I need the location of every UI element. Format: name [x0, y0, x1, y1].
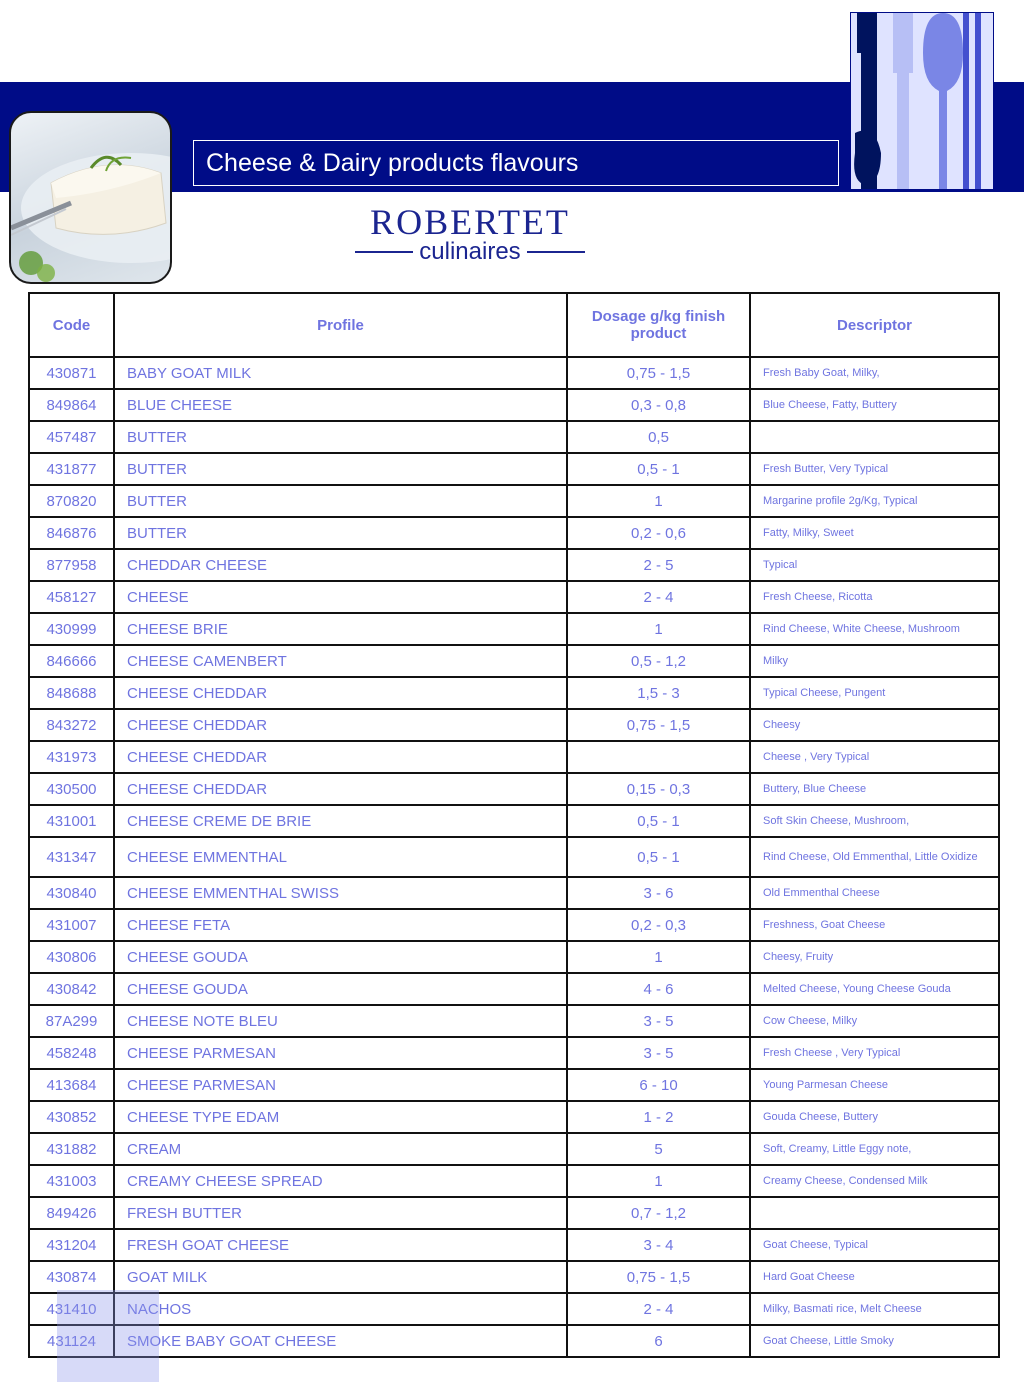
cell-profile: CHEESE BRIE	[114, 613, 567, 645]
cell-descriptor: Typical	[750, 549, 999, 581]
cell-dosage: 0,75 - 1,5	[567, 709, 750, 741]
cell-profile: CHEESE CHEDDAR	[114, 741, 567, 773]
cell-code: 431882	[29, 1133, 114, 1165]
cell-dosage: 4 - 6	[567, 973, 750, 1005]
cell-dosage: 0,2 - 0,3	[567, 909, 750, 941]
cell-code: 430842	[29, 973, 114, 1005]
cell-code: 458127	[29, 581, 114, 613]
cell-code: 430999	[29, 613, 114, 645]
cell-profile: CHEESE PARMESAN	[114, 1069, 567, 1101]
table-row	[29, 941, 999, 973]
cell-dosage: 0,75 - 1,5	[567, 1261, 750, 1293]
cell-dosage	[567, 741, 750, 773]
table-row	[29, 613, 999, 645]
cell-descriptor: Melted Cheese, Young Cheese Gouda	[750, 973, 999, 1005]
cell-descriptor: Gouda Cheese, Buttery	[750, 1101, 999, 1133]
cell-profile: CHEESE CHEDDAR	[114, 709, 567, 741]
cell-dosage: 0,2 - 0,6	[567, 517, 750, 549]
cell-profile: FRESH GOAT CHEESE	[114, 1229, 567, 1261]
cell-profile: SMOKE BABY GOAT CHEESE	[114, 1325, 567, 1357]
cell-code: 431973	[29, 741, 114, 773]
cell-profile: CREAMY CHEESE SPREAD	[114, 1165, 567, 1197]
cell-profile: BUTTER	[114, 453, 567, 485]
table-row	[29, 709, 999, 741]
cell-descriptor: Creamy Cheese, Condensed Milk	[750, 1165, 999, 1197]
cell-dosage: 1 - 2	[567, 1101, 750, 1133]
cell-dosage: 2 - 4	[567, 1293, 750, 1325]
cell-descriptor: Cheesy, Fruity	[750, 941, 999, 973]
cell-profile: CREAM	[114, 1133, 567, 1165]
page-title-text: Cheese & Dairy products flavours	[206, 148, 579, 177]
header-code: Code	[29, 293, 114, 357]
table-row	[29, 1005, 999, 1037]
cell-dosage: 0,75 - 1,5	[567, 357, 750, 389]
cell-dosage: 1	[567, 1165, 750, 1197]
cell-descriptor: Milky, Basmati rice, Melt Cheese	[750, 1293, 999, 1325]
header-dosage: Dosage g/kg finish product	[567, 293, 750, 357]
cell-dosage: 3 - 5	[567, 1005, 750, 1037]
cell-profile: CHEESE GOUDA	[114, 973, 567, 1005]
table-row	[29, 357, 999, 389]
flavours-table	[28, 292, 1000, 1358]
table-row	[29, 1229, 999, 1261]
cell-code: 849426	[29, 1197, 114, 1229]
cell-profile: CHEESE FETA	[114, 909, 567, 941]
cell-dosage: 0,5 - 1	[567, 805, 750, 837]
cell-code: 87A299	[29, 1005, 114, 1037]
cell-dosage: 6	[567, 1325, 750, 1357]
cell-descriptor	[750, 1197, 999, 1229]
cell-descriptor: Fresh Cheese, Ricotta	[750, 581, 999, 613]
table-row	[29, 837, 999, 877]
table-row	[29, 677, 999, 709]
cell-profile: FRESH BUTTER	[114, 1197, 567, 1229]
table-header-row	[29, 293, 999, 357]
cell-descriptor: Cheese , Very Typical	[750, 741, 999, 773]
header-profile: Profile	[114, 293, 567, 357]
table-row	[29, 909, 999, 941]
cell-dosage: 1	[567, 613, 750, 645]
table-row	[29, 1037, 999, 1069]
cell-code: 431877	[29, 453, 114, 485]
cell-descriptor: Fresh Butter, Very Typical	[750, 453, 999, 485]
cell-code: 430840	[29, 877, 114, 909]
cell-descriptor: Fatty, Milky, Sweet	[750, 517, 999, 549]
cell-descriptor: Rind Cheese, Old Emmenthal, Little Oxidize	[750, 837, 999, 877]
cell-code: 430874	[29, 1261, 114, 1293]
cell-profile: CHEDDAR CHEESE	[114, 549, 567, 581]
cell-code: 877958	[29, 549, 114, 581]
cell-dosage: 0,5	[567, 421, 750, 453]
cell-code: 848688	[29, 677, 114, 709]
cell-code: 430852	[29, 1101, 114, 1133]
cell-dosage: 1	[567, 485, 750, 517]
table-row	[29, 389, 999, 421]
cell-code: 431347	[29, 837, 114, 877]
cell-dosage: 3 - 5	[567, 1037, 750, 1069]
table-row	[29, 549, 999, 581]
cell-descriptor: Goat Cheese, Typical	[750, 1229, 999, 1261]
cutlery-illustration	[850, 12, 994, 190]
cell-descriptor: Blue Cheese, Fatty, Buttery	[750, 389, 999, 421]
cell-descriptor: Young Parmesan Cheese	[750, 1069, 999, 1101]
cell-code: 849864	[29, 389, 114, 421]
cell-code: 431003	[29, 1165, 114, 1197]
cell-descriptor: Cow Cheese, Milky	[750, 1005, 999, 1037]
table-body	[29, 357, 999, 1357]
cell-descriptor: Typical Cheese, Pungent	[750, 677, 999, 709]
cell-dosage: 6 - 10	[567, 1069, 750, 1101]
robertet-logo	[320, 202, 620, 267]
cell-code: 457487	[29, 421, 114, 453]
cheese-photo	[9, 111, 172, 284]
cell-dosage: 0,5 - 1	[567, 837, 750, 877]
cell-code: 846666	[29, 645, 114, 677]
cell-dosage: 3 - 6	[567, 877, 750, 909]
logo-brand: ROBERTET	[370, 202, 570, 242]
cell-dosage: 2 - 4	[567, 581, 750, 613]
cell-profile: CHEESE EMMENTHAL SWISS	[114, 877, 567, 909]
table-row	[29, 773, 999, 805]
cell-dosage: 0,5 - 1,2	[567, 645, 750, 677]
cell-descriptor	[750, 421, 999, 453]
table-row	[29, 1165, 999, 1197]
cell-profile: BLUE CHEESE	[114, 389, 567, 421]
cell-profile: CHEESE GOUDA	[114, 941, 567, 973]
table-row	[29, 645, 999, 677]
table-row	[29, 741, 999, 773]
header-descriptor: Descriptor	[750, 293, 999, 357]
cell-descriptor: Fresh Cheese , Very Typical	[750, 1037, 999, 1069]
cell-dosage: 0,7 - 1,2	[567, 1197, 750, 1229]
table-row	[29, 1069, 999, 1101]
cell-profile: BUTTER	[114, 517, 567, 549]
cell-code: 430871	[29, 357, 114, 389]
cell-code: 430806	[29, 941, 114, 973]
cell-code: 431007	[29, 909, 114, 941]
cell-dosage: 0,5 - 1	[567, 453, 750, 485]
table-row	[29, 1133, 999, 1165]
table-row	[29, 1101, 999, 1133]
table-row	[29, 421, 999, 453]
logo-subline	[320, 239, 620, 265]
cell-profile: CHEESE CAMENBERT	[114, 645, 567, 677]
logo-rule-left	[355, 251, 413, 253]
table-row	[29, 1325, 999, 1357]
table-row	[29, 805, 999, 837]
cell-code: 458248	[29, 1037, 114, 1069]
cell-code: 846876	[29, 517, 114, 549]
cell-descriptor: Old Emmenthal Cheese	[750, 877, 999, 909]
cell-dosage: 5	[567, 1133, 750, 1165]
cell-code: 431001	[29, 805, 114, 837]
table-row	[29, 1197, 999, 1229]
cell-descriptor: Freshness, Goat Cheese	[750, 909, 999, 941]
cell-profile: CHEESE CHEDDAR	[114, 677, 567, 709]
cell-code: 431204	[29, 1229, 114, 1261]
cell-descriptor: Rind Cheese, White Cheese, Mushroom	[750, 613, 999, 645]
cell-code: 413684	[29, 1069, 114, 1101]
cheese-image	[11, 113, 172, 284]
cell-profile: NACHOS	[114, 1293, 567, 1325]
table-row	[29, 973, 999, 1005]
cell-dosage: 1	[567, 941, 750, 973]
cell-code: 431124	[29, 1325, 114, 1357]
cell-code: 843272	[29, 709, 114, 741]
page-title	[193, 140, 839, 186]
cell-descriptor: Buttery, Blue Cheese	[750, 773, 999, 805]
cell-descriptor: Goat Cheese, Little Smoky	[750, 1325, 999, 1357]
cell-descriptor: Soft Skin Cheese, Mushroom,	[750, 805, 999, 837]
cell-descriptor: Cheesy	[750, 709, 999, 741]
cell-profile: CHEESE PARMESAN	[114, 1037, 567, 1069]
table-row	[29, 1261, 999, 1293]
cell-profile: CHEESE CREME DE BRIE	[114, 805, 567, 837]
cell-code: 870820	[29, 485, 114, 517]
table-row	[29, 453, 999, 485]
cell-dosage: 0,3 - 0,8	[567, 389, 750, 421]
cell-dosage: 1,5 - 3	[567, 677, 750, 709]
cell-profile: GOAT MILK	[114, 1261, 567, 1293]
table-row	[29, 1293, 999, 1325]
cell-code: 430500	[29, 773, 114, 805]
cell-profile: BUTTER	[114, 421, 567, 453]
cell-dosage: 0,15 - 0,3	[567, 773, 750, 805]
cell-code: 431410	[29, 1293, 114, 1325]
logo-rule-right	[527, 251, 585, 253]
cell-dosage: 2 - 5	[567, 549, 750, 581]
table-row	[29, 877, 999, 909]
cell-profile: CHEESE TYPE EDAM	[114, 1101, 567, 1133]
cell-dosage: 3 - 4	[567, 1229, 750, 1261]
cell-profile: BUTTER	[114, 485, 567, 517]
cell-descriptor: Soft, Creamy, Little Eggy note,	[750, 1133, 999, 1165]
cell-profile: CHEESE CHEDDAR	[114, 773, 567, 805]
cell-profile: CHEESE NOTE BLEU	[114, 1005, 567, 1037]
logo-sub: culinaires	[419, 238, 521, 265]
table-row	[29, 517, 999, 549]
cell-profile: BABY GOAT MILK	[114, 357, 567, 389]
cell-profile: CHEESE	[114, 581, 567, 613]
cell-profile: CHEESE EMMENTHAL	[114, 837, 567, 877]
cell-descriptor: Margarine profile 2g/Kg, Typical	[750, 485, 999, 517]
cell-descriptor: Hard Goat Cheese	[750, 1261, 999, 1293]
table-row	[29, 485, 999, 517]
cutlery-icon	[851, 13, 994, 190]
table-row	[29, 581, 999, 613]
cell-descriptor: Fresh Baby Goat, Milky,	[750, 357, 999, 389]
cell-descriptor: Milky	[750, 645, 999, 677]
